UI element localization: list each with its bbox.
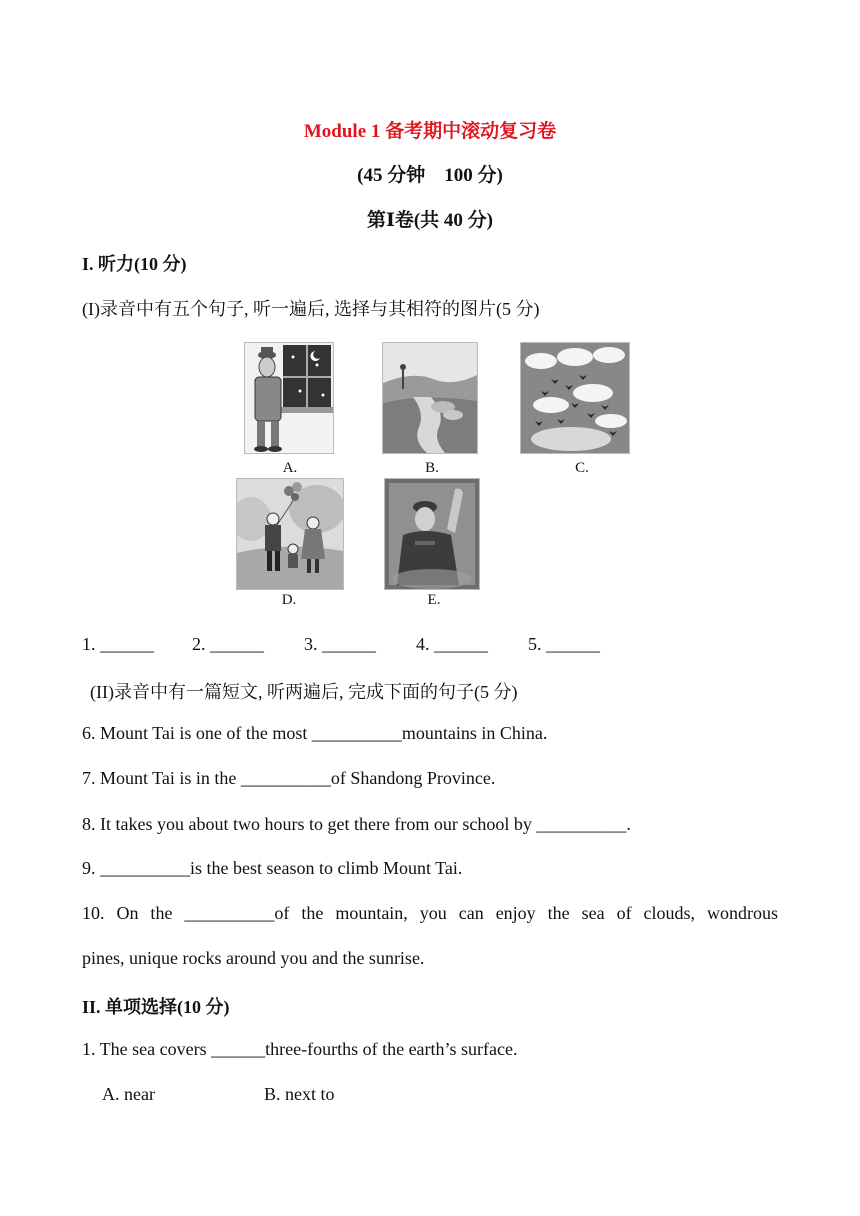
picture-c xyxy=(520,342,630,454)
picture-b-label: B. xyxy=(425,460,439,476)
picture-d-label: D. xyxy=(281,592,297,608)
question-10-line2: pines, unique rocks around you and the sunrise. xyxy=(82,948,425,968)
picture-d xyxy=(236,478,344,590)
answer-blank-1[interactable]: 1. ______ xyxy=(82,634,154,654)
answer-blank-5[interactable]: 5. ______ xyxy=(528,634,600,654)
picture-e-label: E. xyxy=(427,592,441,608)
picture-e xyxy=(384,478,480,590)
section1-instruction-1: (I)录音中有五个句子, 听一遍后, 选择与其相符的图片(5 分) xyxy=(82,299,540,319)
question-9: 9. __________is the best season to climb Mount Tai. xyxy=(82,858,463,878)
part-heading: 第Ⅰ卷(共 40 分) xyxy=(366,210,494,231)
picture-a-label: A. xyxy=(282,460,298,476)
question-7: 7. Mount Tai is in the __________of Shandong Province. xyxy=(82,768,496,788)
section2-heading: II. 单项选择(10 分) xyxy=(82,997,230,1017)
question-8: 8. It takes you about two hours to get there from our school by __________. xyxy=(82,814,631,834)
picture-a xyxy=(244,342,334,454)
answer-blanks-row xyxy=(82,634,600,655)
question-10-line1: 10. On the __________of the mountain, you can enjoy the sea of clouds, wondrous xyxy=(82,903,778,923)
picture-b xyxy=(382,342,478,454)
exam-title: Module 1 备考期中滚动复习卷 xyxy=(303,121,557,142)
answer-blank-2[interactable]: 2. ______ xyxy=(192,634,264,654)
mc-option-a: A. near xyxy=(102,1084,155,1104)
section1-heading: I. 听力(10 分) xyxy=(82,254,187,274)
question-6: 6. Mount Tai is one of the most __________mountains in China. xyxy=(82,723,548,743)
answer-blank-4[interactable]: 4. ______ xyxy=(416,634,488,654)
picture-c-label: C. xyxy=(575,460,589,476)
time-score: (45 分钟 100 分) xyxy=(357,165,503,186)
mc-option-b: B. next to xyxy=(264,1084,335,1104)
section1-instruction-2: (II)录音中有一篇短文, 听两遍后, 完成下面的句子(5 分) xyxy=(90,682,518,702)
mc-question-1: 1. The sea covers ______three-fourths of the earth’s surface. xyxy=(82,1039,518,1059)
answer-blank-3[interactable]: 3. ______ xyxy=(304,634,376,654)
